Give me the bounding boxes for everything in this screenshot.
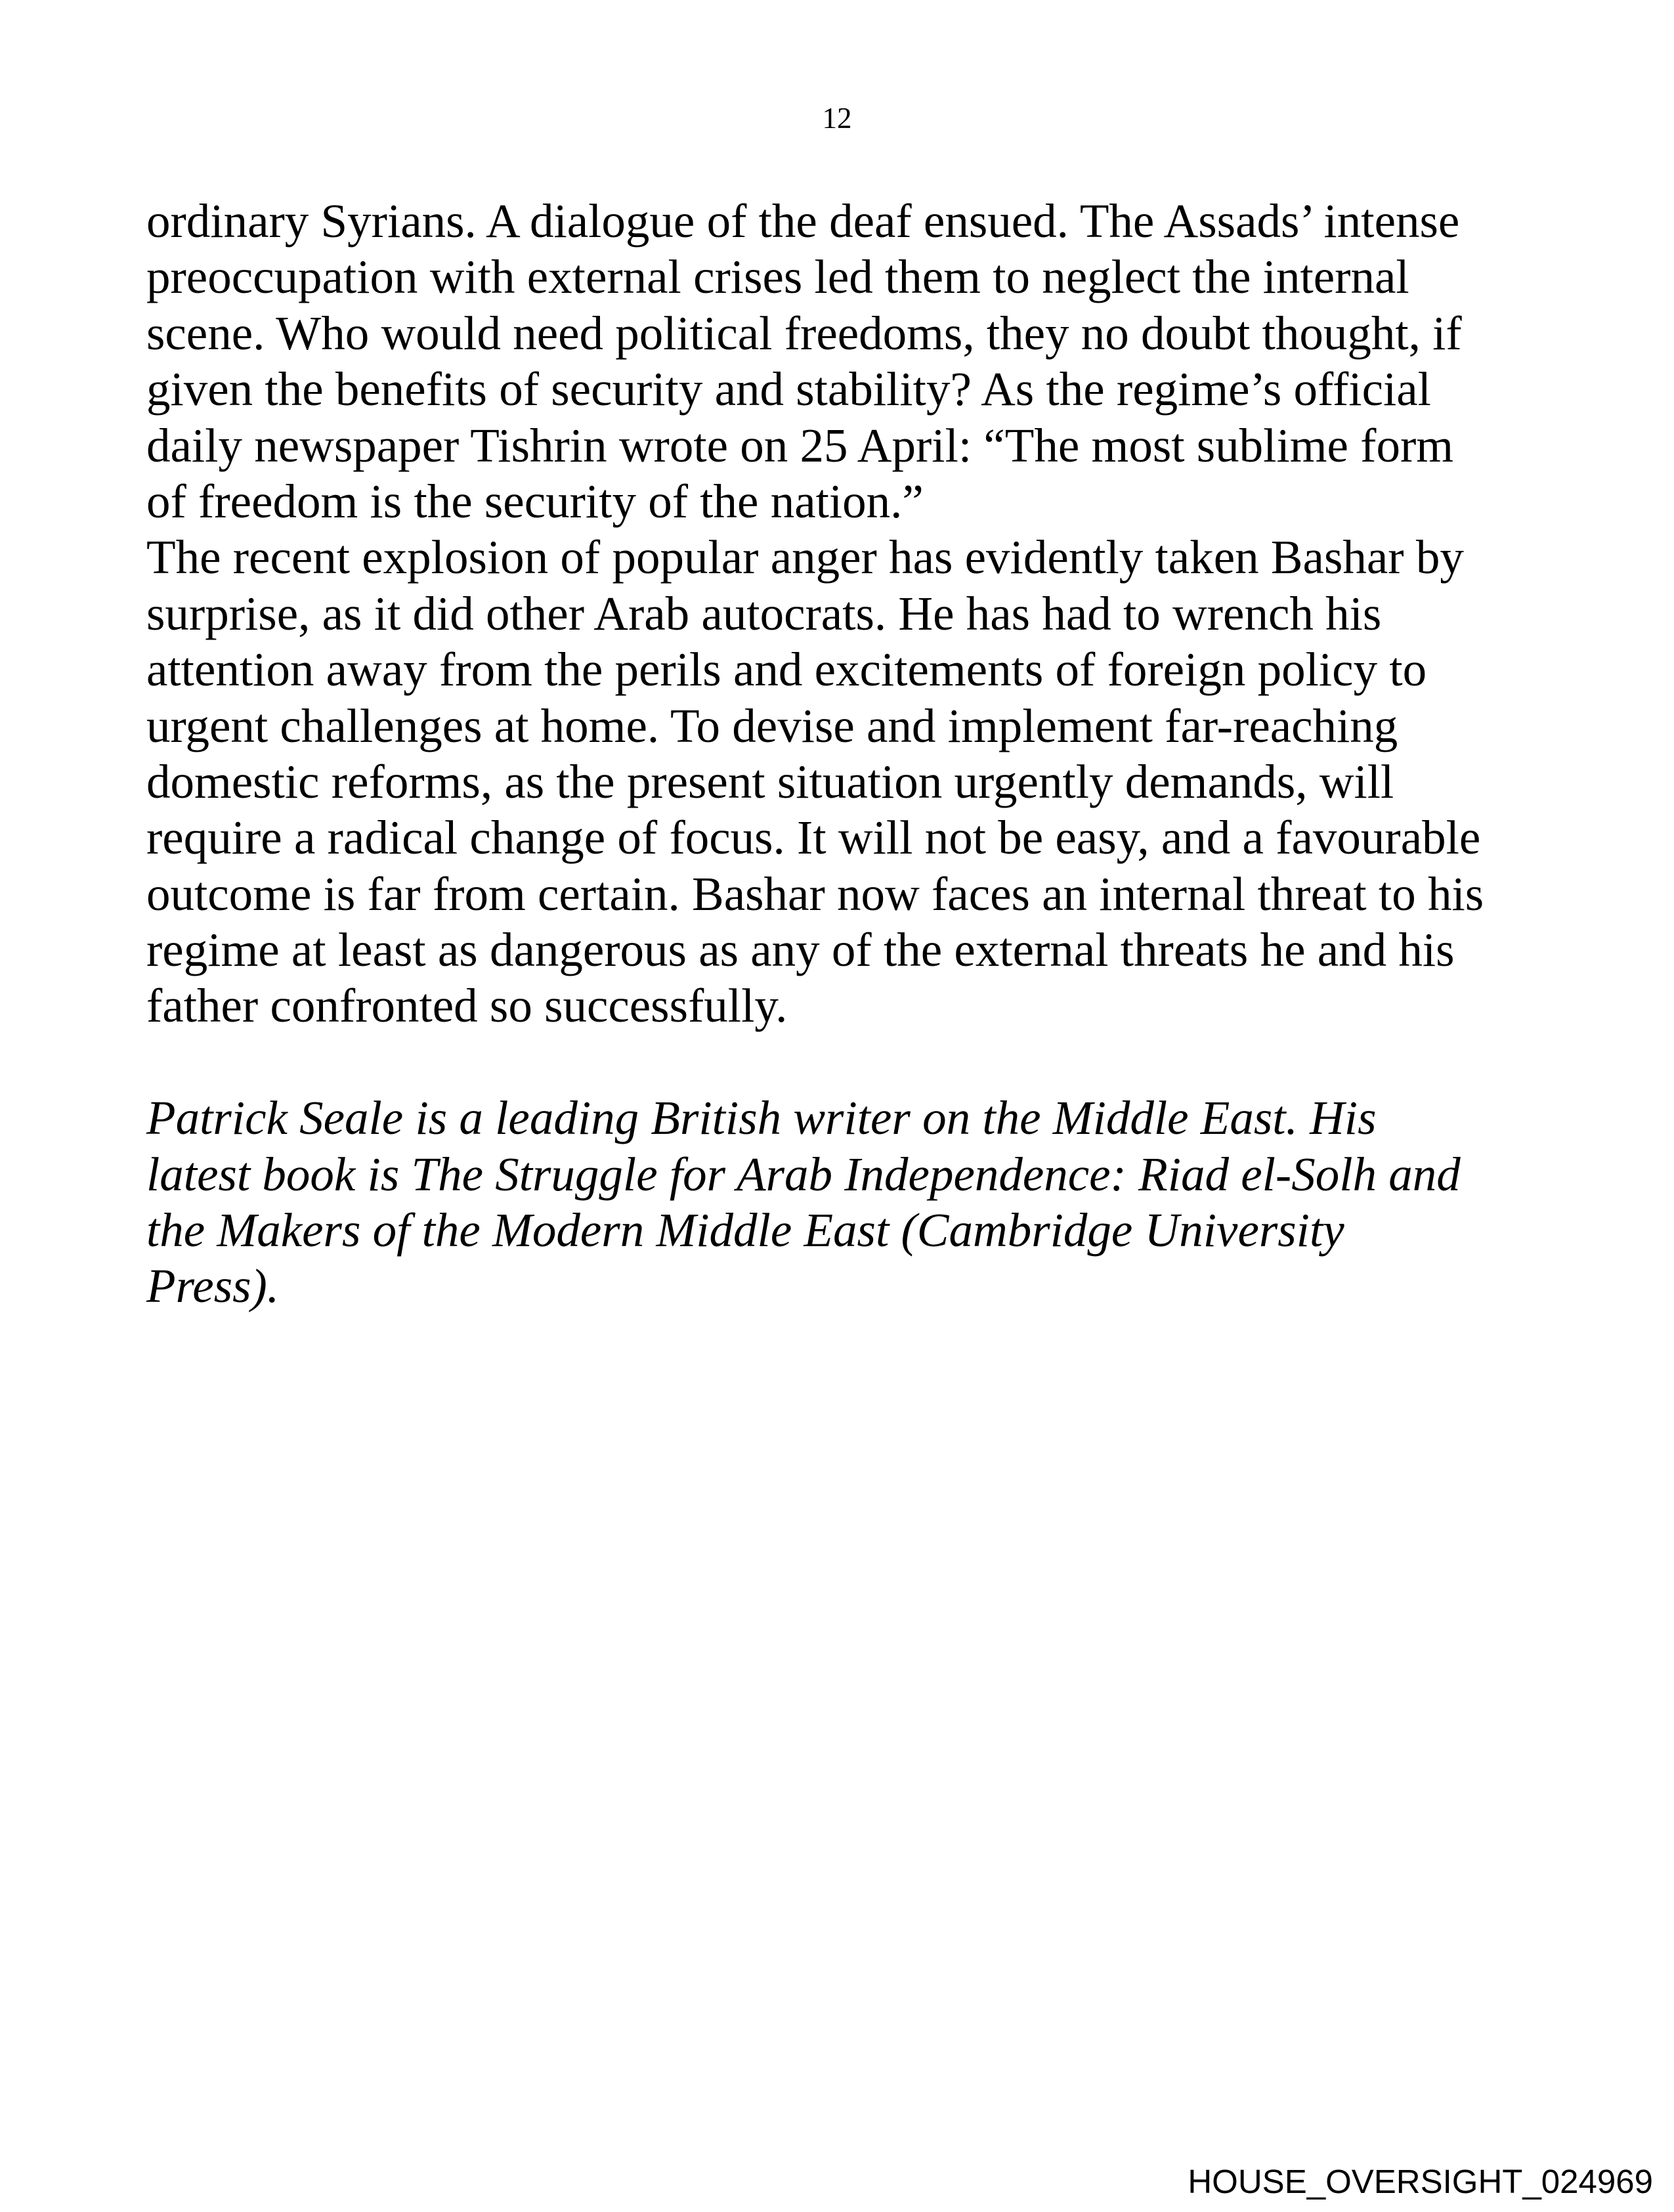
body-line: outcome is far from certain. Bashar now faces an internal threat to his xyxy=(146,867,1484,921)
page-number: 12 xyxy=(822,102,852,135)
document-id-stamp: HOUSE_OVERSIGHT_024969 xyxy=(1188,2163,1653,2200)
author-bio-line: latest book is The Struggle for Arab Independence: Riad el-Solh and xyxy=(146,1147,1461,1201)
author-bio-line: the Makers of the Modern Middle East (Cambridge University xyxy=(146,1204,1344,1257)
body-line: preoccupation with external crises led them to neglect the internal xyxy=(146,250,1409,304)
paragraph-gap xyxy=(146,1034,1484,1090)
body-line: scene. Who would need political freedoms, they no doubt thought, if xyxy=(146,306,1462,360)
body-line: urgent challenges at home. To devise and implement far-reaching xyxy=(146,699,1398,752)
author-bio-line: Press). xyxy=(146,1259,280,1313)
body-line: given the benefits of security and stability? As the regime’s official xyxy=(146,362,1431,416)
author-bio xyxy=(146,1090,1484,1314)
body-line: The recent explosion of popular anger has evidently taken Bashar by xyxy=(146,531,1464,584)
body-line: require a radical change of focus. It will not be easy, and a favourable xyxy=(146,811,1481,865)
body-line: daily newspaper Tishrin wrote on 25 April: “The most sublime form xyxy=(146,418,1454,472)
body-line: ordinary Syrians. A dialogue of the deaf ensued. The Assads’ intense xyxy=(146,194,1460,248)
body-line: father confronted so successfully. xyxy=(146,979,788,1033)
article-body xyxy=(146,193,1484,1314)
body-line: attention away from the perils and excitements of foreign policy to xyxy=(146,643,1427,697)
body-line: domestic reforms, as the present situation urgently demands, will xyxy=(146,754,1394,808)
body-line: regime at least as dangerous as any of the external threats he and his xyxy=(146,923,1455,977)
body-line: of freedom is the security of the nation.” xyxy=(146,474,924,528)
author-bio-line: Patrick Seale is a leading British writer on the Middle East. His xyxy=(146,1091,1377,1145)
body-line: surprise, as it did other Arab autocrats. He has had to wrench his xyxy=(146,586,1382,640)
